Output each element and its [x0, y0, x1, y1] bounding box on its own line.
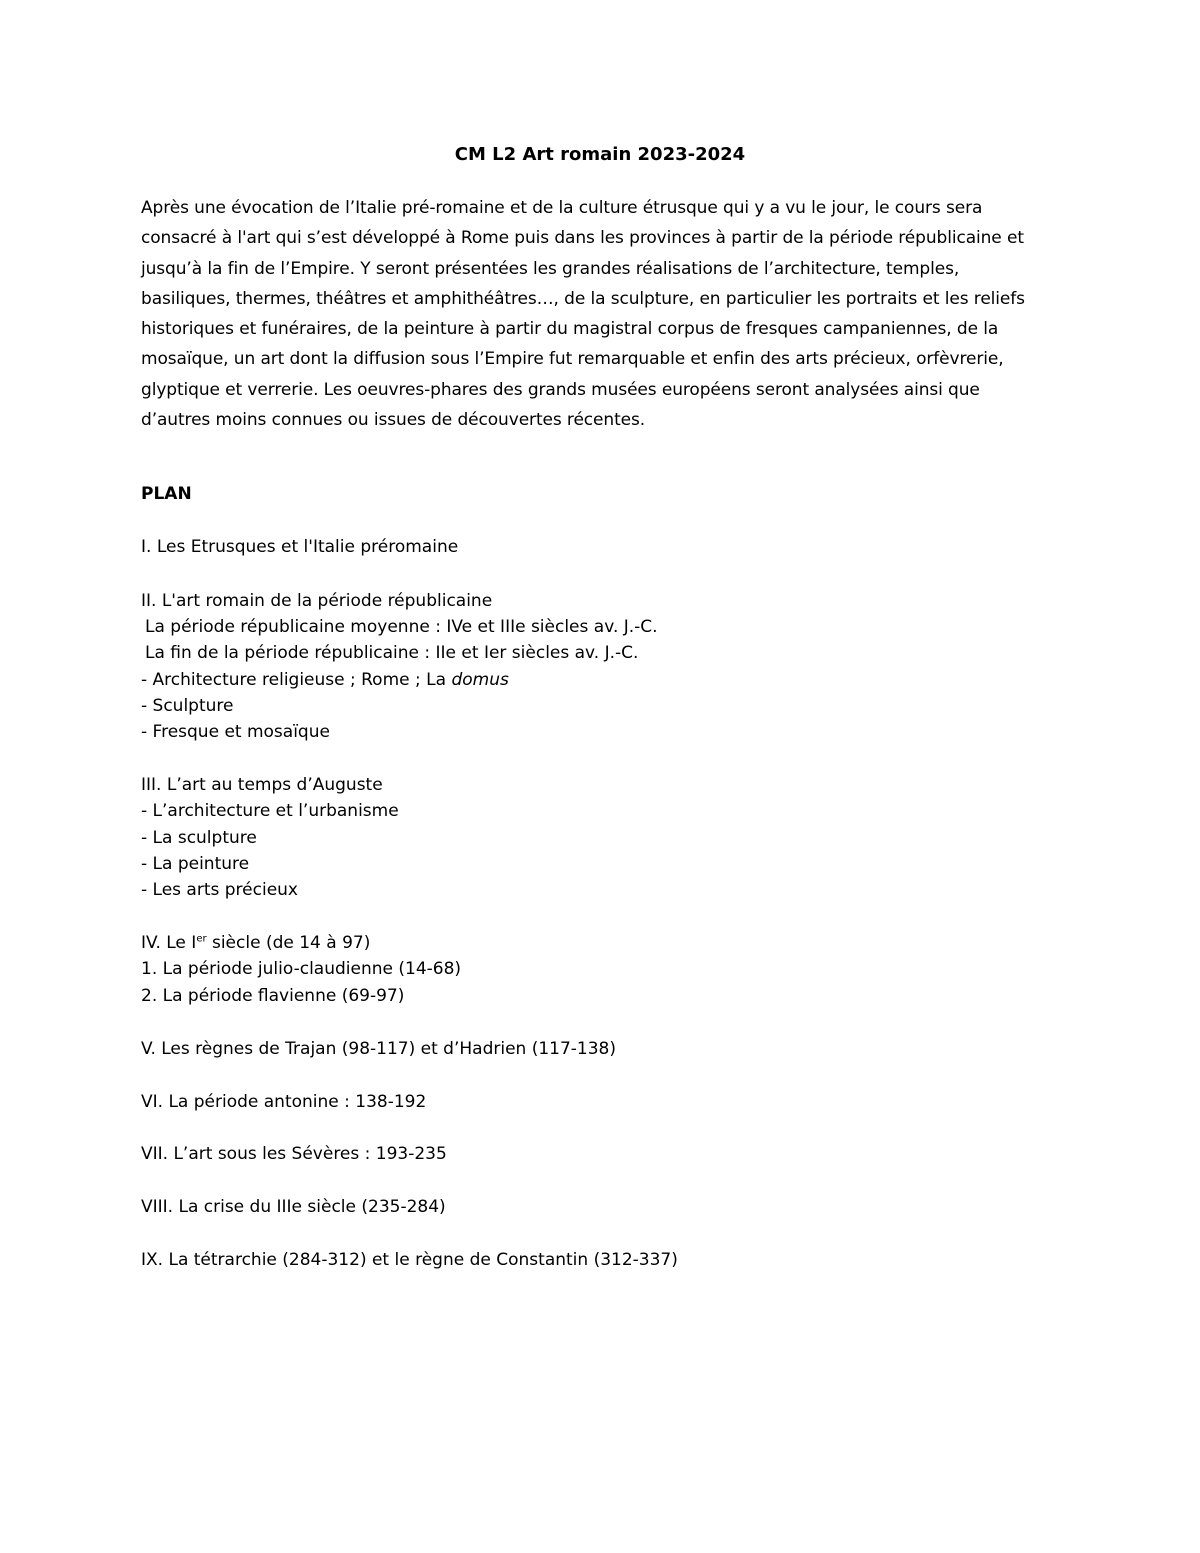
intro-line: historiques et funéraires, de la peinture à partir du magistral corpus de fresques campaniennes, de la [141, 319, 999, 340]
plan-section-1: I. Les Etrusques et l'Italie préromaine [141, 537, 459, 557]
plan-subsection: La période républicaine moyenne : IVe et IIIe siècles av. J.-C. [145, 617, 658, 637]
intro-line: glyptique et verrerie. Les oeuvres-phares des grands musées européens seront analysées ainsi que [141, 379, 980, 400]
intro-line: d’autres moins connues ou issues de découvertes récentes. [141, 410, 646, 431]
plan-item [141, 667, 509, 693]
plan-section-4 [141, 930, 370, 956]
intro-line: Après une évocation de l’Italie pré-romaine et de la culture étrusque qui y a vu le jour, le cours sera [141, 198, 983, 218]
plan-section-8: VIII. La crise du IIIe siècle (235-284) [141, 1197, 446, 1217]
intro-line: mosaïque, un art dont la diffusion sous l’Empire fut remarquable et enfin des arts précieux, orfèvrerie, [141, 349, 1004, 370]
plan-item: - La peinture [141, 854, 250, 874]
plan-item-italic: domus [451, 670, 509, 690]
plan-item: - Sculpture [141, 696, 234, 716]
plan-heading: PLAN [141, 484, 192, 504]
plan-section-2: II. L'art romain de la période républicaine [141, 591, 493, 611]
plan-item-text: - Architecture religieuse ; Rome ; La [141, 670, 452, 690]
plan-subsection: La fin de la période républicaine : IIe et Ier siècles av. J.-C. [145, 643, 639, 663]
plan-section-5: V. Les règnes de Trajan (98-117) et d’Hadrien (117-138) [141, 1039, 617, 1059]
plan-item: - Fresque et mosaïque [141, 722, 330, 742]
plan-section-text: IV. Le I [141, 933, 197, 953]
plan-section-9: IX. La tétrarchie (284-312) et le règne de Constantin (312-337) [141, 1250, 678, 1270]
intro-line: basiliques, thermes, théâtres et amphithéâtres…, de la sculpture, en particulier les portraits et les reliefs [141, 288, 1025, 309]
intro-line: jusqu’à la fin de l’Empire. Y seront présentées les grandes réalisations de l’architecture, temples, [141, 258, 960, 279]
superscript: er [196, 933, 207, 945]
plan-item: - La sculpture [141, 828, 257, 848]
document-title: CM L2 Art romain 2023-2024 [454, 144, 746, 165]
plan-section-7: VII. L’art sous les Sévères : 193-235 [141, 1144, 447, 1164]
plan-item: 2. La période flavienne (69-97) [141, 986, 405, 1006]
plan-section-text: siècle (de 14 à 97) [206, 933, 371, 953]
intro-paragraph [141, 193, 1061, 435]
plan-section-3: III. L’art au temps d’Auguste [141, 775, 383, 795]
plan-item: - L’architecture et l’urbanisme [141, 801, 399, 821]
plan-item: 1. La période julio-claudienne (14-68) [141, 959, 462, 979]
intro-line: consacré à l'art qui s’est développé à Rome puis dans les provinces à partir de la période républicaine et [141, 228, 1024, 249]
plan-item: - Les arts précieux [141, 880, 298, 900]
plan-section-6: VI. La période antonine : 138-192 [141, 1092, 427, 1112]
